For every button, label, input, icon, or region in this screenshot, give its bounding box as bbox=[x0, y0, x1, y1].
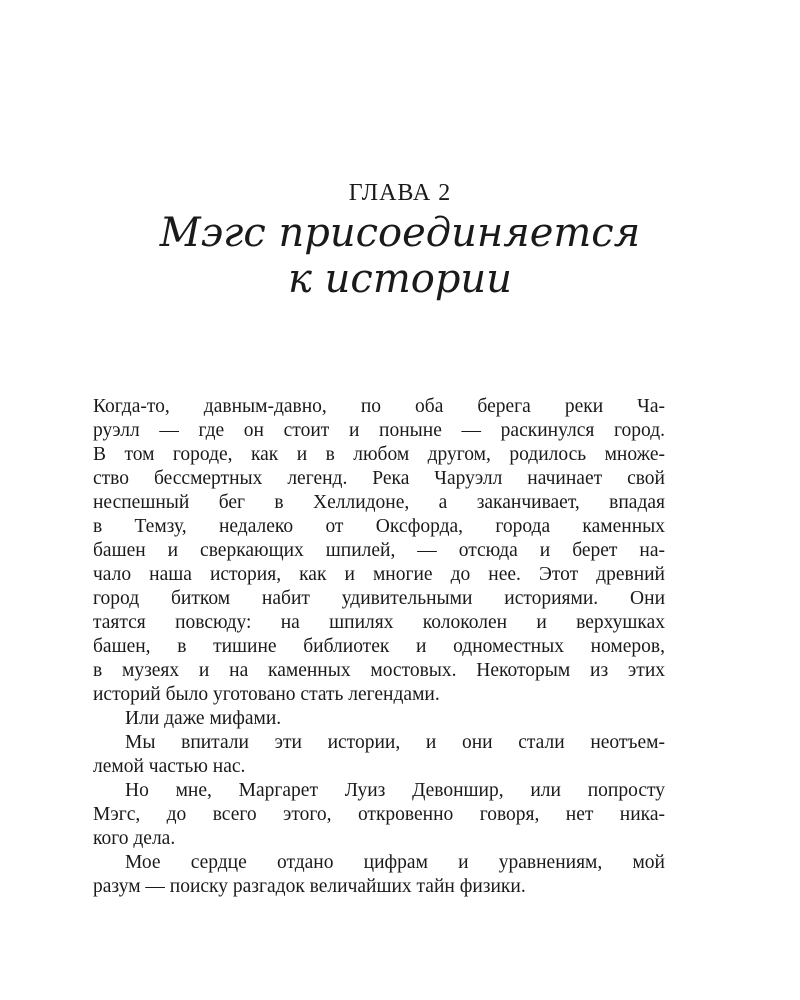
text-line: Но мне, Маргарет Луиз Девоншир, или попросту bbox=[125, 780, 665, 801]
text-line: кого дела. bbox=[93, 828, 176, 849]
text-line: Мэгс, до всего этого, откровенно говоря, нет ника- bbox=[93, 804, 665, 825]
text-line: ство бессмертных легенд. Река Чаруэлл начинает свой bbox=[93, 468, 665, 489]
text-line: Когда-то, давным-давно, по оба берега реки Ча- bbox=[93, 396, 665, 417]
text-line: неспешный бег в Хеллидоне, а заканчивает, впадая bbox=[93, 492, 665, 513]
chapter-body bbox=[93, 395, 665, 899]
chapter-title bbox=[0, 210, 800, 302]
text-line: В том городе, как и в любом другом, родилось множе- bbox=[93, 444, 665, 465]
chapter-title-line-1: Мэгс присоединяется bbox=[159, 210, 641, 256]
text-line: историй было уготовано стать легендами. bbox=[93, 684, 440, 705]
text-line: в Темзу, недалеко от Оксфорда, города каменных bbox=[93, 516, 665, 537]
text-line: в музеях и на каменных мостовых. Некоторым из этих bbox=[93, 660, 665, 681]
text-line: башен, в тишине библиотек и одноместных номеров, bbox=[93, 636, 665, 657]
text-line: разум — поиску разгадок величайших тайн физики. bbox=[93, 876, 526, 897]
text-line: руэлл — где он стоит и поныне — раскинулся город. bbox=[93, 420, 665, 441]
text-line: Мое сердце отдано цифрам и уравнениям, мой bbox=[125, 852, 665, 873]
text-line: Мы впитали эти истории, и они стали неотъем- bbox=[125, 732, 665, 753]
chapter-label: ГЛАВА 2 bbox=[348, 180, 452, 206]
text-line: таятся повсюду: на шпилях колоколен и верхушках bbox=[93, 612, 665, 633]
text-line: город битком набит удивительными историями. Они bbox=[93, 588, 665, 609]
chapter-title-line-2: к истории bbox=[288, 256, 512, 302]
text-line: лемой частью нас. bbox=[93, 756, 246, 777]
text-line: башен и сверкающих шпилей, — отсюда и берет на- bbox=[93, 540, 665, 561]
text-line: чало наша история, как и многие до нее. Этот древний bbox=[93, 564, 665, 585]
text-line: Или даже мифами. bbox=[125, 708, 282, 729]
